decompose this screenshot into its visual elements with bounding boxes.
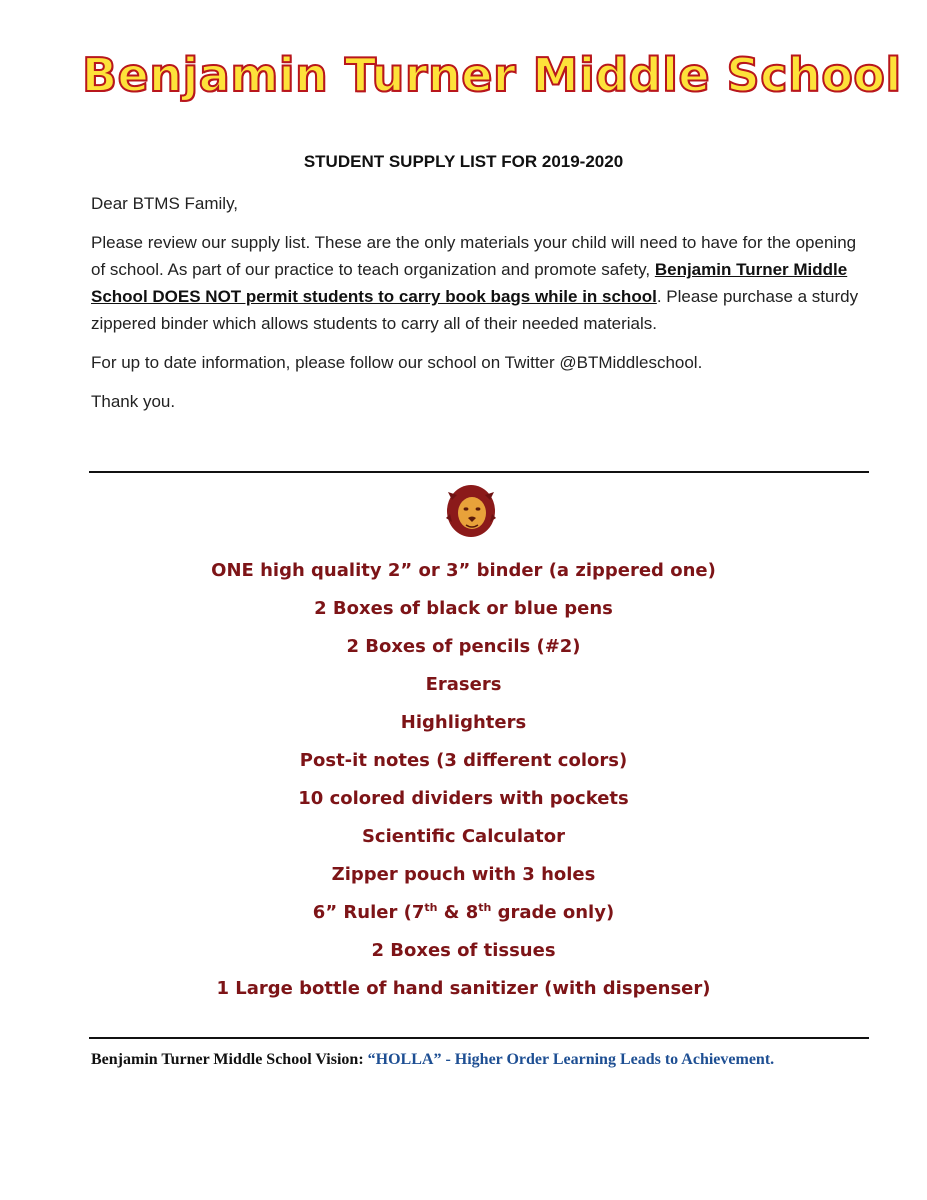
supply-text-part: 6” Ruler (7	[312, 902, 425, 923]
book-bag-policy: Benjamin Turner Middle School DOES NOT permit students to carry book bags while in school	[91, 260, 848, 306]
supply-item: 10 colored dividers with pockets	[298, 788, 629, 809]
letter-greeting: Dear BTMS Family,	[91, 194, 239, 213]
supply-item: ONE high quality 2” or 3” binder (a zippered one)	[211, 560, 716, 581]
letter-closing: Thank you.	[91, 392, 176, 411]
supply-text-part: grade only)	[491, 902, 615, 923]
school-vision	[91, 1051, 774, 1069]
vision-label: Benjamin Turner Middle School Vision:	[91, 1051, 364, 1068]
letter-body	[91, 190, 863, 427]
top-divider	[89, 471, 869, 473]
letter-end-text: . Please purchase a sturdy zippered binder which allows students to carry all of their needed materials.	[91, 287, 859, 333]
supply-item: 2 Boxes of pencils (#2)	[346, 636, 581, 657]
supply-list-heading: STUDENT SUPPLY LIST FOR 2019-2020	[303, 152, 624, 171]
letter-paragraph	[91, 229, 863, 337]
supply-item	[0, 898, 927, 936]
letter-intro-text: Please review our supply list. These are the only materials your child will need to have for the opening of school. As part of our practice to teach organization and promote safety,	[91, 233, 857, 279]
supply-item: 2 Boxes of tissues	[371, 940, 556, 961]
supply-item: Scientific Calculator	[361, 826, 566, 847]
lion-head-icon	[446, 484, 496, 538]
supply-item: Erasers	[425, 674, 502, 695]
supply-item: Zipper pouch with 3 holes	[331, 864, 596, 885]
supply-item: 1 Large bottle of hand sanitizer (with dispenser)	[216, 978, 711, 999]
supply-text-part: th	[478, 901, 492, 914]
vision-motto: “HOLLA” - Higher Order Learning Leads to Achievement.	[367, 1051, 775, 1068]
supply-text-part: & 8	[437, 902, 479, 923]
supply-item: 2 Boxes of black or blue pens	[314, 598, 613, 619]
supply-text-part: th	[424, 901, 438, 914]
supply-item: Highlighters	[400, 712, 527, 733]
bottom-divider	[89, 1037, 869, 1039]
supply-list	[0, 556, 927, 1012]
supply-item: Post-it notes (3 different colors)	[299, 750, 628, 771]
school-title: Benjamin Turner Middle School	[82, 48, 902, 102]
twitter-line: For up to date information, please follow our school on Twitter @BTMiddleschool.	[91, 353, 703, 372]
